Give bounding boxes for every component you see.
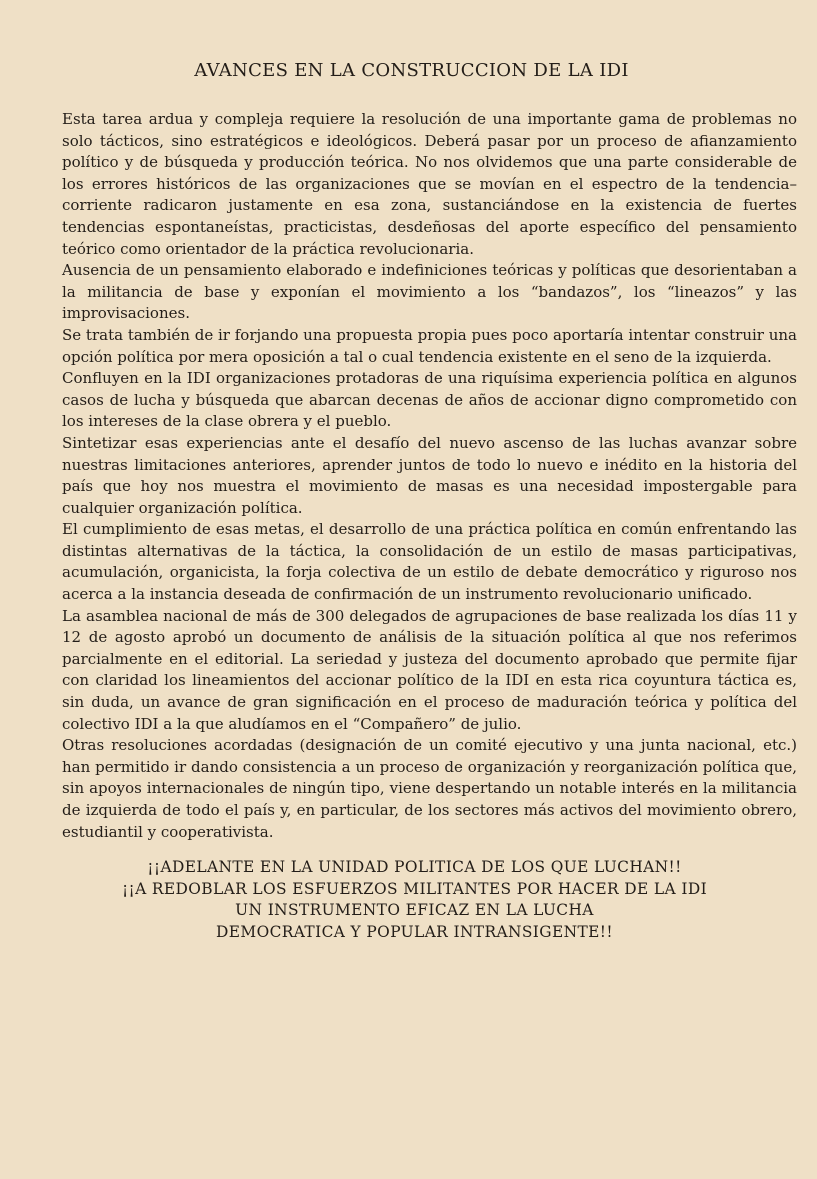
paragraph-1: Esta tarea ardua y compleja requiere la resolución de una importante gama de problemas no solo tácticos, sino estratégicos e ideológicos. Deberá pasar por un proceso de afianzamiento político y de búsqueda y producción teórica. No nos olvidemos que una parte considerable de los errores históricos de las organizaciones que se movían en el espectro de la tendencia–corriente radicaron justamente en esa zona, sustanciándose en la existencia de fuertes tendencias espontaneístas, practicistas, desdeñosas del aporte específico del pensamiento teórico como orientador de la práctica revolucionaria. — [62, 110, 797, 258]
paragraph-3: Se trata también de ir forjando una propuesta propia pues poco aportaría intentar construir una opción política por mera oposición a tal o cual tendencia existente en el seno de la izquierda. — [62, 325, 797, 366]
paragraph-2: Ausencia de un pensamiento elaborado e indefiniciones teóricas y políticas que desorientaban a la militancia de base y exponían el movimiento a los “bandazos”, los “lineazos” y las improvisaciones. — [62, 261, 797, 323]
paragraph-5: Sintetizar esas experiencias ante el desafío del nuevo ascenso de las luchas avanzar sobre nuestras limitaciones anteriores, aprender juntos de todo lo nuevo e inédito en la historia del país que hoy nos muestra el movimiento de masas es una necesidad impostergable para cualquier organización política. — [62, 433, 797, 517]
paragraph-8: Otras resoluciones acordadas (designación de un comité ejecutivo y una junta nacional, etc.) han permitido ir dando consistencia a un proceso de organización y reorganización política que, sin apoyos internacionales de ningún tipo, viene despertando un notable interés en la militancia de izquierda de todo el país y, en particular, de los sectores más activos del movimiento obrero, estudiantil y cooperativista. — [62, 736, 797, 841]
closing-line-4: DEMOCRATICA Y POPULAR INTRANSIGENTE!! — [216, 922, 613, 941]
page-title: AVANCES EN LA CONSTRUCCION DE LA IDI — [194, 60, 629, 81]
paragraph-4: Confluyen en la IDI organizaciones protadoras de una riquísima experiencia política en algunos casos de lucha y búsqueda que abarcan decenas de años de accionar digno comprometido con los intereses de la clase obrera y el pueblo. — [62, 369, 797, 431]
closing-slogans — [62, 857, 797, 943]
closing-line-2: ¡¡A REDOBLAR LOS ESFUERZOS MILITANTES POR HACER DE LA IDI — [121, 879, 708, 898]
closing-line-3: UN INSTRUMENTO EFICAZ EN LA LUCHA — [235, 901, 594, 920]
article-body — [62, 109, 797, 843]
paragraph-7: La asamblea nacional de más de 300 delegados de agrupaciones de base realizada los días 11 y 12 de agosto aprobó un documento de análisis de la situación política al que nos referimos parcialmente en el editorial. La seriedad y justeza del documento aprobado que permite fijar con claridad los lineamientos del accionar político de la IDI en esta rica coyuntura táctica es, sin duda, un avance de gran significación en el proceso de maduración teórica y política del colectivo IDI a la que aludíamos en el “Compañero” de julio. — [62, 606, 797, 733]
closing-line-1: ¡¡ADELANTE EN LA UNIDAD POLITICA DE LOS QUE LUCHAN!! — [147, 858, 682, 877]
paragraph-6: El cumplimiento de esas metas, el desarrollo de una práctica política en común enfrentando las distintas alternativas de la táctica, la consolidación de un estilo de masas participativas, acumulación, organicista, la forja colectiva de un estilo de debate democrático y riguroso nos acerca a la instancia deseada de confirmación de un instrumento revolucionario unificado. — [62, 520, 797, 604]
